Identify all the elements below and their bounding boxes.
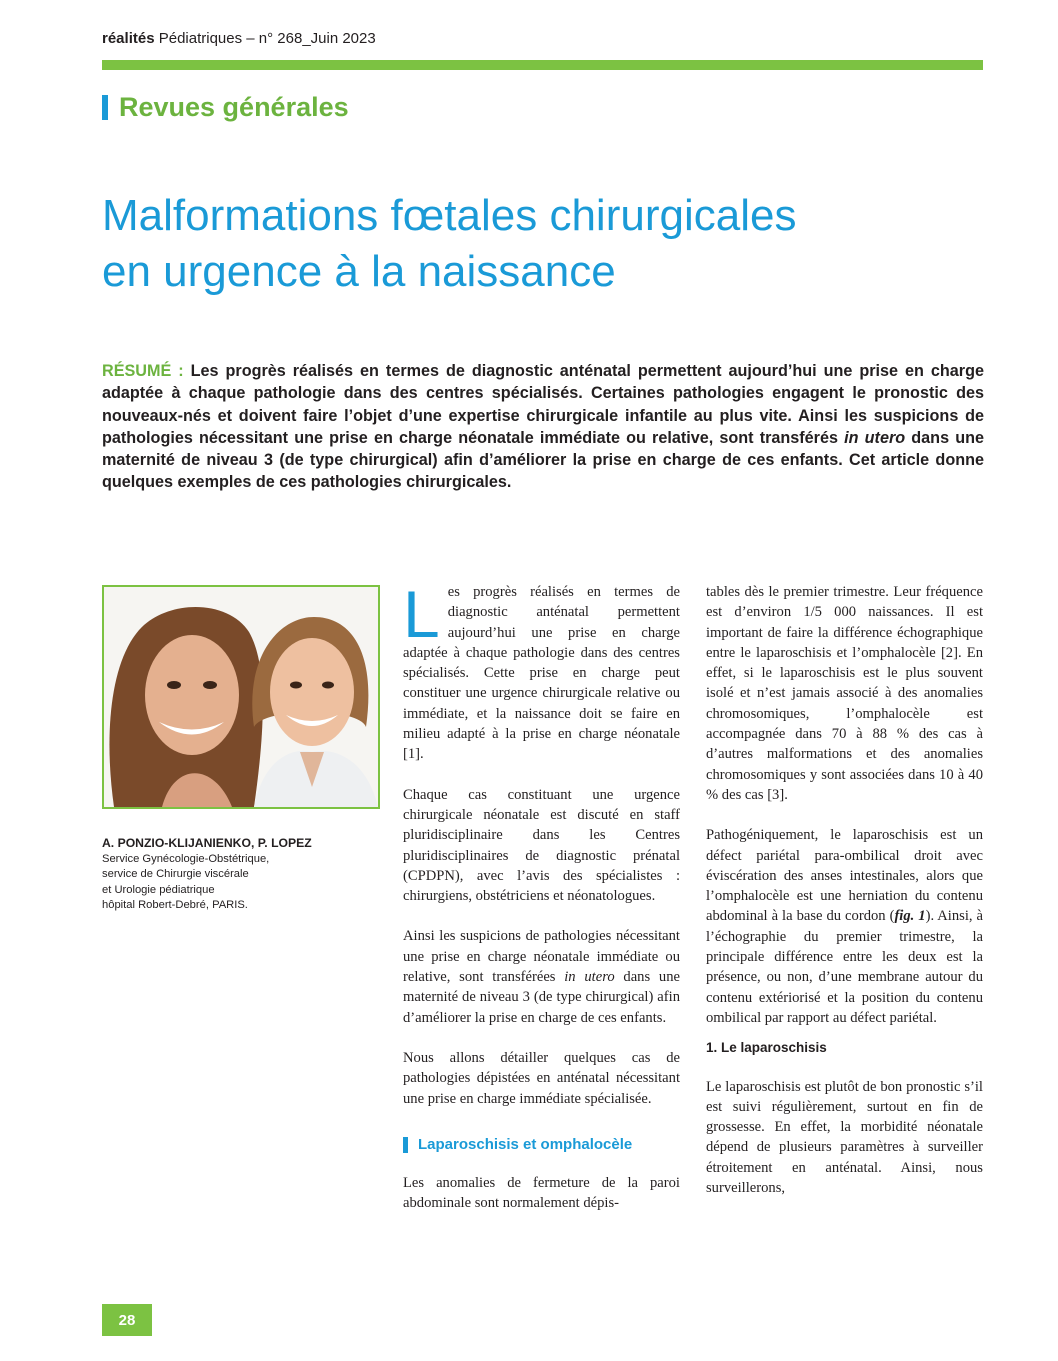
affiliation-line: Service Gynécologie-Obstétrique, <box>102 853 270 865</box>
paragraph: Les anomalies de fermeture de la paroi abdominale sont normalement dépis- <box>403 1175 680 1212</box>
title-line-2: en urgence à la naissance <box>102 247 616 296</box>
paragraph-text: Ainsi les suspicions de pathologies nécessitant une prise en charge néonatale immédiate ou relative, sont transférées <box>403 928 680 986</box>
paragraph: Chaque cas constituant une urgence chirurgicale néonatale est discuté en staff pluridisciplinaire dans les Centres pluridisciplinaires de diagnostic prénatal (CPDPN), avec l’avis des spécialistes : chirurgiens, obstétriciens et néonatologues. <box>403 786 680 905</box>
running-head <box>102 30 376 47</box>
paragraph <box>706 825 983 1028</box>
section-label <box>102 92 349 123</box>
affiliation-line: et Urologie pédiatrique <box>102 883 215 896</box>
drop-cap: L <box>403 577 440 651</box>
abstract <box>102 360 984 494</box>
paragraph-text: Pathogéniquement, le laparoschisis est un défect pariétal para-ombilical droit avec éviscération des anses intestinales, alors que l’omphalocèle est une herniation du contenu abdominal à la base du cordon ( <box>706 827 983 925</box>
author-photo <box>102 585 380 809</box>
abstract-italic: in utero <box>844 428 906 447</box>
author-photo-illustration <box>104 587 378 807</box>
subsection-heading <box>403 1135 680 1155</box>
italic-term: in utero <box>564 969 615 986</box>
paragraph: Nous allons détailler quelques cas de pathologies dépistées en anténatal nécessitant une prise en charge immédiate spécialisée. <box>403 1049 680 1107</box>
affiliation-line: hôpital Robert-Debré, PARIS. <box>102 898 248 911</box>
journal-name: réalités <box>102 30 155 47</box>
paragraph-intro <box>403 577 680 765</box>
subsection-bar <box>403 1137 408 1153</box>
paragraph <box>403 926 680 1027</box>
paragraph-text: dans une maternité de niveau 3 (de type chirurgical) afin d’améliorer la prise en charge de ces enfants. <box>403 969 681 1026</box>
numbered-heading: 1. Le laparoschisis <box>706 1040 827 1056</box>
affiliation-line: service de Chirurgie viscérale <box>102 868 249 881</box>
body-column-1 <box>403 577 681 1214</box>
page-number: 28 <box>102 1304 152 1336</box>
paragraph: tables dès le premier trimestre. Leur fréquence est d’environ 1/5 000 naissances. Il est important de faire la différence échographique entre le laparoschisis et l’omphalocèle [2]. En effet, si le laparoschisis est le plus souvent isolé et n’est jamais associé à des anomalies chromosomiques, l’omphalocèle est accompagnée dans 70 à 88 % des cas à d’autres malformations et des anomalies chromosomiques y sont associées dans 10 à 40 % des cas [3]. <box>706 584 983 803</box>
author-block <box>102 836 392 913</box>
subsection-title: Laparoschisis et omphalocèle <box>418 1135 633 1153</box>
paragraph: Le laparoschisis est plutôt de bon pronostic s’il est suivi régulièrement, surtout en fin de grossesse. En effet, la morbidité néonatale dépend de plusieurs paramètres à surveiller étroitement en anténatal. Ainsi, nous surveillerons, <box>706 1078 983 1197</box>
section-title: Revues générales <box>119 92 349 122</box>
abstract-text-1: Les progrès réalisés en termes de diagnostic anténatal permettent aujourd’hui une prise en charge adaptée à chaque pathologie dans des centres spécialisés. Certaines pathologies engagent le pronostic des nouveaux-nés et doivent faire l’objet d’une expertise chirurgicale infantile au plus vite. Ainsi les suspicions de pathologies nécessitant une prise en charge néonatale immédiate ou relative, sont transférés <box>102 362 984 447</box>
abstract-label: RÉSUMÉ : <box>102 362 184 380</box>
section-bar <box>102 95 108 120</box>
body-column-2 <box>706 582 983 1198</box>
abstract-text-2: dans une maternité de niveau 3 (de type chirurgical) afin d’améliorer la prise en charge de ces enfants. Cet article donne quelques exemples de ces pathologies chirurgicales. <box>102 428 984 492</box>
top-rule <box>102 60 983 70</box>
issue-info: Pédiatriques – n° 268_Juin 2023 <box>158 30 376 47</box>
paragraph-text: ). Ainsi, à l’échographie du premier trimestre, la principale différence entre les deux est la présence, ou non, d’une membrane autour du contenu extériorisé et la position du contenu ombilical par rapport au défect pariétal. <box>706 908 983 1026</box>
article-title <box>102 188 962 300</box>
paragraph-intro-text: es progrès réalisés en termes de diagnostic anténatal permettent aujourd’hui une prise en charge adaptée à chaque pathologie dans des centres spécialisés. Cette prise en charge peut constituer une urgence chirurgicale relative ou immédiate, et la naissance doit se faire en milieu adapté à la prise en charge néonatale [1]. <box>403 584 680 763</box>
title-line-1: Malformations fœtales chirurgicales <box>102 191 797 240</box>
figure-reference: fig. 1 <box>894 908 926 925</box>
author-names: A. PONZIO-KLIJANIENKO, P. LOPEZ <box>102 836 312 850</box>
